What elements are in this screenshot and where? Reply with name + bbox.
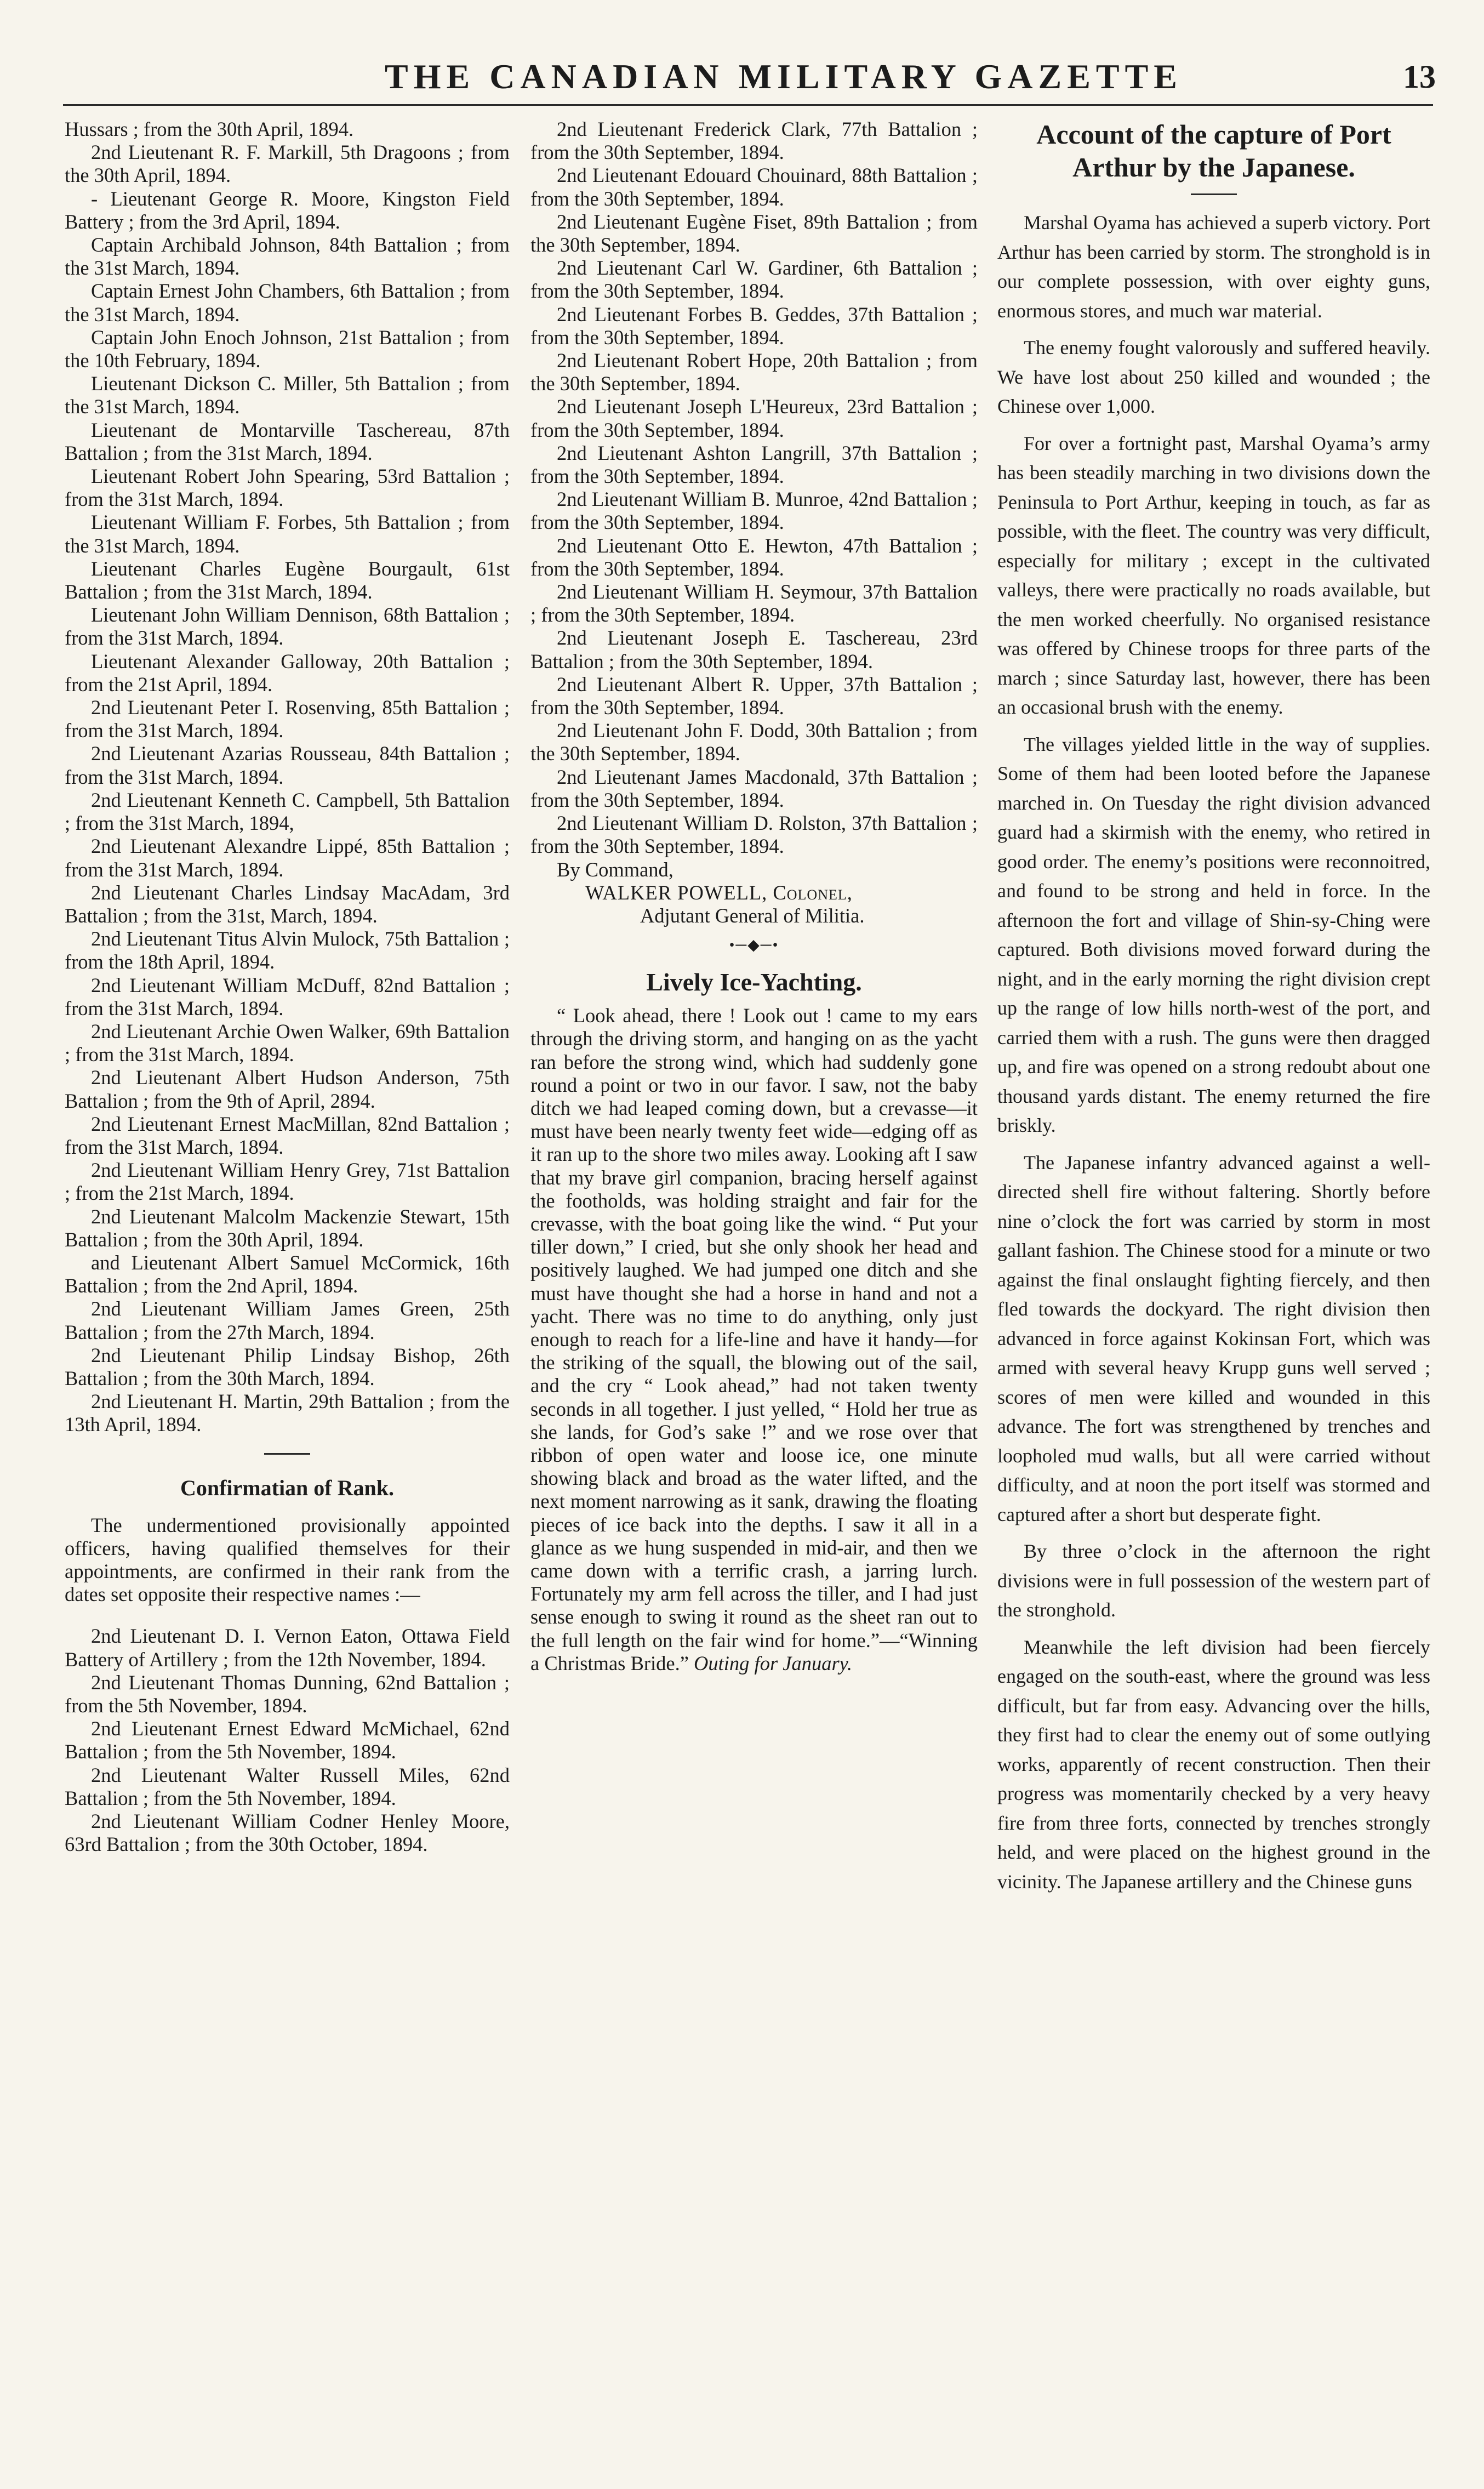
confirmation-entry: 2nd Lieutenant Walter Russell Miles, 62nd Battalion ; from the 5th November, 1894. (65, 1763, 510, 1809)
article-paragraph: The villages yielded little in the way of supplies. Some of them had been looted before the Japanese marched in. On Tuesday the right division advanced guard had a skirmish with the enemy, who retired in good order. The enemy’s positions were reconnoitred, and found to be strong and held in force. In the afternoon the fort and village of Shin-sy-Ching were captured. Both divisions moved forward during the night, and in the early morning the right division crept up the range of low hills north-west of the port, and carried them with a rush. The guns were then dragged up, and fire was opened on a strong redoubt about one thousand yards distant. The enemy returned the fire briskly. (997, 733, 1430, 1136)
appointment-entry: Lieutenant William F. Forbes, 5th Battalion ; from the 31st March, 1894. (65, 511, 510, 557)
appointment-entry: Lieutenant Charles Eugène Bourgault, 61st Battalion ; from the 31st March, 1894. (65, 557, 510, 603)
confirmation-heading: Confirmatian of Rank. (180, 1475, 395, 1500)
appointment-entry: Captain John Enoch Johnson, 21st Battalion ; from the 10th February, 1894. (65, 326, 510, 372)
appointment-entry: 2nd Lieutenant Albert R. Upper, 37th Battalion ; from the 30th September, 1894. (530, 673, 978, 719)
appointment-entry: 2nd Lieutenant Albert Hudson Anderson, 75th Battalion ; from the 9th of April, 2894. (65, 1066, 510, 1112)
section-divider (264, 1453, 310, 1455)
confirmation-list (65, 1625, 510, 1856)
masthead-rule (63, 104, 1433, 106)
confirmation-entry: 2nd Lieutenant D. I. Vernon Eaton, Ottawa Field Battery of Artillery ; from the 12th November, 1894. (65, 1625, 510, 1671)
appointment-entry: 2nd Lieutenant Joseph L'Heureux, 23rd Battalion ; from the 30th September, 1894. (530, 395, 978, 441)
appointment-list (65, 118, 510, 1437)
appointment-entry: Lieutenant John William Dennison, 68th Battalion ; from the 31st March, 1894. (65, 603, 510, 650)
signoff-by-command: By Command, (557, 858, 673, 881)
appointment-entry: 2nd Lieutenant Robert Hope, 20th Battalion ; from the 30th September, 1894. (530, 349, 978, 395)
appointment-entry: 2nd Lieutenant Eugène Fiset, 89th Battalion ; from the 30th September, 1894. (530, 210, 978, 257)
story-text: “ Look ahead, there ! Look out ! came to my ears through the driving storm, and hanging on as the yacht ran before the strong wind, which had suddenly gone round a point or two in our favor. I saw, not the baby ditch we had leaped coming down, but a crevasse—it must have been nearly twenty feet wide—edging off as it ran up to the shore two miles away. Looking aft I saw that my brave girl companion, bracing herself against the footholds, was holding straight and fair for the crevasse, with the boat going like the wind. “ Put your tiller down,” I cried, but she only shook her head and positively laughed. We had jumped one ditch and she must have thought she had a horse in hand and not a yacht. There was no time to do anything, only just enough to reach for a life-line and have it handy—for the striking of the squall, the blowing out of the sail, and the cry “ Look ahead,” had not taken twenty seconds in all together. I just yelled, “ Hold her true as she lands, for God’s sake !” and we rose over that ribbon of open water and loose ice, one minute showing black and broad as the water lifted, and the next moment narrowing as it sank, drawing the floating pieces of ice back into the depths. I saw it all in a glance as we hung suspended in mid-air, and then we came down with a terrific crash, a jarring lurch. Fortunately my arm fell across the tiller, and I had just sense enough to swing it round as the sheet ran out to the full length on the fair wind for home.”—“Winning a Christmas Bride.” (530, 1004, 978, 1674)
article-paragraph: Meanwhile the left division had been fiercely engaged on the south-east, where the ground was less difficult, but far from easy. Advancing over the hills, they first had to clear the enemy out of some outlying works, apparently of recent construction. Then their progress was momentarily checked by a very heavy fire from three forts, connected by trenches strongly held, and were placed on the highest ground in the vicinity. The Japanese artillery and the Chinese guns (997, 1636, 1430, 1893)
appointment-entry: 2nd Lieutenant Frederick Clark, 77th Battalion ; from the 30th September, 1894. (530, 118, 978, 164)
appointment-entry: 2nd Lieutenant Ashton Langrill, 37th Battalion ; from the 30th September, 1894. (530, 441, 978, 488)
appointment-entry: 2nd Lieutenant William James Green, 25th Battalion ; from the 27th March, 1894. (65, 1297, 510, 1343)
appointment-entry: 2nd Lieutenant William McDuff, 82nd Battalion ; from the 31st March, 1894. (65, 973, 510, 1019)
appointment-entry: 2nd Lieutenant R. F. Markill, 5th Dragoons ; from the 30th April, 1894. (65, 141, 510, 187)
confirmation-entry: 2nd Lieutenant Ernest Edward McMichael, 62nd Battalion ; from the 5th November, 1894. (65, 1717, 510, 1763)
column-left (65, 118, 510, 2458)
signoff-title: Adjutant General of Militia. (640, 904, 865, 927)
appointment-entry: Lieutenant Dickson C. Miller, 5th Battalion ; from the 31st March, 1894. (65, 372, 510, 418)
confirmation-intro: The undermentioned provisionally appointed officers, having qualified themselves for their appointments, are confirmed in their rank from the dates set opposite their respective names :— (65, 1513, 510, 1606)
appointment-entry: 2nd Lieutenant Malcolm Mackenzie Stewart, 15th Battalion ; from the 30th April, 1894. (65, 1205, 510, 1251)
column-middle (530, 118, 978, 2458)
appointment-entry: 2nd Lieutenant Charles Lindsay MacAdam, 3rd Battalion ; from the 31st, March, 1894. (65, 881, 510, 927)
appointment-entry: 2nd Lieutenant Alexandre Lippé, 85th Battalion ; from the 31st March, 1894. (65, 835, 510, 881)
appointment-entry: 2nd Lieutenant Titus Alvin Mulock, 75th Battalion ; from the 18th April, 1894. (65, 927, 510, 973)
article-paragraph: The Japanese infantry advanced against a well-directed shell fire without faltering. Shortly before nine o’clock the fort was carried by storm in most gallant fashion. The Chinese stood for a minute or two against the final onslaught fighting fiercely, and then fled towards the dockyard. The right division then advanced in force against Kokinsan Fort, which was armed with several heavy Krupp guns well served ; scores of men were killed and wounded in this advance. The fort was strengthened by trenches and loopholed mud walls, but all were carried without difficulty, and at noon the port itself was stormed and captured after a short but desperate fight. (997, 1151, 1430, 1525)
confirmation-entry: 2nd Lieutenant Thomas Dunning, 62nd Battalion ; from the 5th November, 1894. (65, 1671, 510, 1717)
appointment-entry: 2nd Lieutenant Philip Lindsay Bishop, 26th Battalion ; from the 30th March, 1894. (65, 1343, 510, 1389)
signoff-name: WALKER POWELL, Colonel, (585, 881, 853, 904)
appointment-entry: - Lieutenant George R. Moore, Kingston Field Battery ; from the 3rd April, 1894. (65, 187, 510, 233)
article-body (997, 208, 1430, 1896)
appointment-entry: 2nd Lieutenant Archie Owen Walker, 69th Battalion ; from the 31st March, 1894. (65, 1019, 510, 1066)
confirmation-entry: 2nd Lieutenant William Codner Henley Moore, 63rd Battalion ; from the 30th October, 1894. (65, 1810, 510, 1856)
appointment-entry: 2nd Lieutenant Kenneth C. Campbell, 5th Battalion ; from the 31st March, 1894, (65, 788, 510, 835)
appointment-entry: Lieutenant Robert John Spearing, 53rd Battalion ; from the 31st March, 1894. (65, 465, 510, 511)
appointment-entry: 2nd Lieutenant Peter I. Rosenving, 85th Battalion ; from the 31st March, 1894. (65, 696, 510, 742)
story-heading: Lively Ice-Yachting. (646, 968, 862, 996)
appointment-entry: 2nd Lieutenant James Macdonald, 37th Battalion ; from the 30th September, 1894. (530, 765, 978, 811)
appointment-entry: and Lieutenant Albert Samuel McCormick, 16th Battalion ; from the 2nd April, 1894. (65, 1251, 510, 1297)
appointment-entry: 2nd Lieutenant Carl W. Gardiner, 6th Battalion ; from the 30th September, 1894. (530, 257, 978, 303)
article-paragraph: For over a fortnight past, Marshal Oyama’s army has been steadily marching in two divisions down the Peninsula to Port Arthur, keeping in touch, as far as possible, with the fleet. The country was very difficult, especially for military ; except in the cultivated valleys, there were practically no roads available, but the men worked cheerfully. No organised resistance was offered by Chinese troops for three parts of the march ; since Saturday last, however, there has been an occasional brush with the enemy. (997, 432, 1430, 718)
appointment-entry: Lieutenant de Montarville Taschereau, 87th Battalion ; from the 31st March, 1894. (65, 418, 510, 464)
article-paragraph: By three o’clock in the afternoon the right divisions were in full possession of the western part of the stronghold. (997, 1540, 1430, 1621)
appointment-entry: 2nd Lieutenant H. Martin, 29th Battalion ; from the 13th April, 1894. (65, 1390, 510, 1436)
article-paragraph: The enemy fought valorously and suffered heavily. We have lost about 250 killed and wounded ; the Chinese over 1,000. (997, 337, 1430, 417)
heading-divider (1191, 193, 1237, 195)
column-right (997, 118, 1430, 2458)
appointment-list-continued (530, 118, 978, 858)
masthead (55, 55, 1447, 99)
appointment-entry: Captain Ernest John Chambers, 6th Battalion ; from the 31st March, 1894. (65, 280, 510, 326)
ornament-divider: •─◆─• (729, 937, 779, 954)
story-body (530, 1004, 978, 1675)
appointment-entry: 2nd Lieutenant Ernest MacMillan, 82nd Battalion ; from the 31st March, 1894. (65, 1112, 510, 1158)
appointment-entry: 2nd Lieutenant Edouard Chouinard, 88th Battalion ; from the 30th September, 1894. (530, 164, 978, 210)
story-source: Outing for January. (694, 1651, 852, 1674)
appointment-entry: 2nd Lieutenant Joseph E. Taschereau, 23rd Battalion ; from the 30th September, 1894. (530, 626, 978, 673)
appointment-entry: 2nd Lieutenant Azarias Rousseau, 84th Battalion ; from the 31st March, 1894. (65, 742, 510, 788)
appointment-entry: 2nd Lieutenant Otto E. Hewton, 47th Battalion ; from the 30th September, 1894. (530, 534, 978, 580)
appointment-entry: 2nd Lieutenant John F. Dodd, 30th Battalion ; from the 30th September, 1894. (530, 719, 978, 765)
appointment-entry: Lieutenant Alexander Galloway, 20th Battalion ; from the 21st April, 1894. (65, 650, 510, 696)
article-paragraph: Marshal Oyama has achieved a superb victory. Port Arthur has been carried by storm. The stronghold is in our complete possession, with over eighty guns, enormous stores, and much war material. (997, 212, 1430, 322)
appointment-entry: Hussars ; from the 30th April, 1894. (65, 118, 354, 140)
article-heading: Account of the capture of Port Arthur by the Japanese. (1036, 119, 1391, 183)
publication-title: THE CANADIAN MILITARY GAZETTE (385, 57, 1183, 96)
appointment-entry: 2nd Lieutenant William D. Rolston, 37th Battalion ; from the 30th September, 1894. (530, 812, 978, 858)
appointment-entry: 2nd Lieutenant William Henry Grey, 71st Battalion ; from the 21st March, 1894. (65, 1159, 510, 1205)
appointment-entry: 2nd Lieutenant Forbes B. Geddes, 37th Battalion ; from the 30th September, 1894. (530, 303, 978, 349)
appointment-entry: Captain Archibald Johnson, 84th Battalion ; from the 31st March, 1894. (65, 233, 510, 280)
appointment-entry: 2nd Lieutenant William B. Munroe, 42nd Battalion ; from the 30th September, 1894. (530, 488, 978, 534)
appointment-entry: 2nd Lieutenant William H. Seymour, 37th Battalion ; from the 30th September, 1894. (530, 580, 978, 626)
page-number: 13 (1403, 59, 1436, 95)
